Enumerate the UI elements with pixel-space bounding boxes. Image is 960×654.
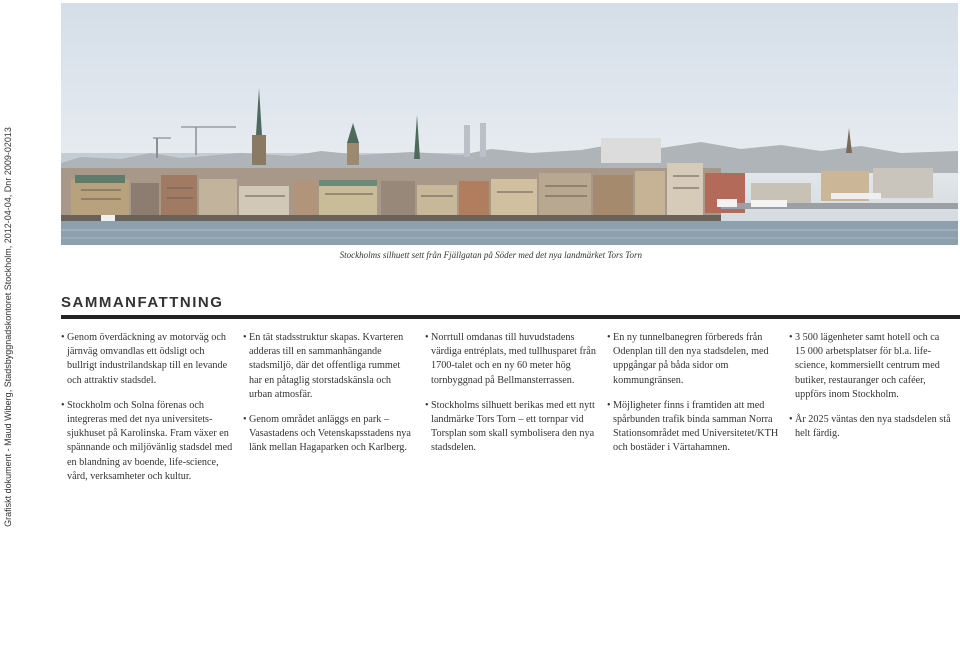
bullet-item: • En ny tunnelbanegren förbereds från Odenplan till den nya stadsdelen, med uppgångar på båda sidor om kommungränsen. [607,331,779,388]
skyline-photo [61,3,958,245]
bullet-item: • Stockholms silhuett berikas med ett nytt landmärke Tors Torn – ett tornpar vid Torsplan som skall symbolisera den nya stadsdelen. [425,399,597,456]
bullet-item: • En tät stadsstruktur skapas. Kvarteren adderas till en sammanhängande stadsmiljö, där det offentliga rummet har en påtaglig storstadskänsla och urban atmosfär. [243,331,415,402]
bullet-item: • Norrtull omdanas till huvudstadens värdiga entréplats, med tullhusparet från 1700-talet och en ny 60 meter hög tornbyggnad på Bellmansterrassen. [425,331,597,388]
bullet-item: • Genom överdäckning av motorväg och järnväg omvandlas ett ödsligt och bullrigt industrilandskap till en levande och attraktiv stadsdel. [61,331,233,388]
summary-column-1 [61,331,233,495]
summary-column-4 [607,331,779,467]
bullet-item: • Genom området anläggs en park – Vasastadens och Vetenskapsstadens nya länk mellan Hagaparken och Karlberg. [243,413,415,456]
summary-column-5 [789,331,951,452]
summary-column-3 [425,331,597,467]
bullet-item: • Möjligheter finns i framtiden att med spårbunden trafik binda samman Norra Stationsområdet med Universitetet/KTH och bostäder i Värtahamnen. [607,399,779,456]
bullet-item: • Stockholm och Solna förenas och integreras med det nya universitets-sjukhuset på Karolinska. Fram växer en spännande och miljövänlig stadsdel med en blandning av boende, life-science, vård, verksamheter och kultur. [61,399,233,484]
bullet-item: • År 2025 väntas den nya stadsdelen stå helt färdig. [789,413,951,441]
photo-caption: Stockholms silhuett sett från Fjällgatan på Söder med det nya landmärket Tors Torn [339,250,642,260]
heading-rule [61,315,960,319]
bullet-item: • 3 500 lägenheter samt hotell och ca 15 000 arbetsplatser för bl.a. life-science, kommersiellt centrum med butiker, restauranger och caféer, uppförs inom Stockholm. [789,331,951,402]
section-heading: SAMMANFATTNING [61,294,224,311]
summary-column-2 [243,331,415,467]
document-side-note: Grafiskt dokument - Maud Wiberg, Stadsbyggnadskontoret Stockholm, 2012-04-04, Dnr 2009-02013 [3,127,13,527]
